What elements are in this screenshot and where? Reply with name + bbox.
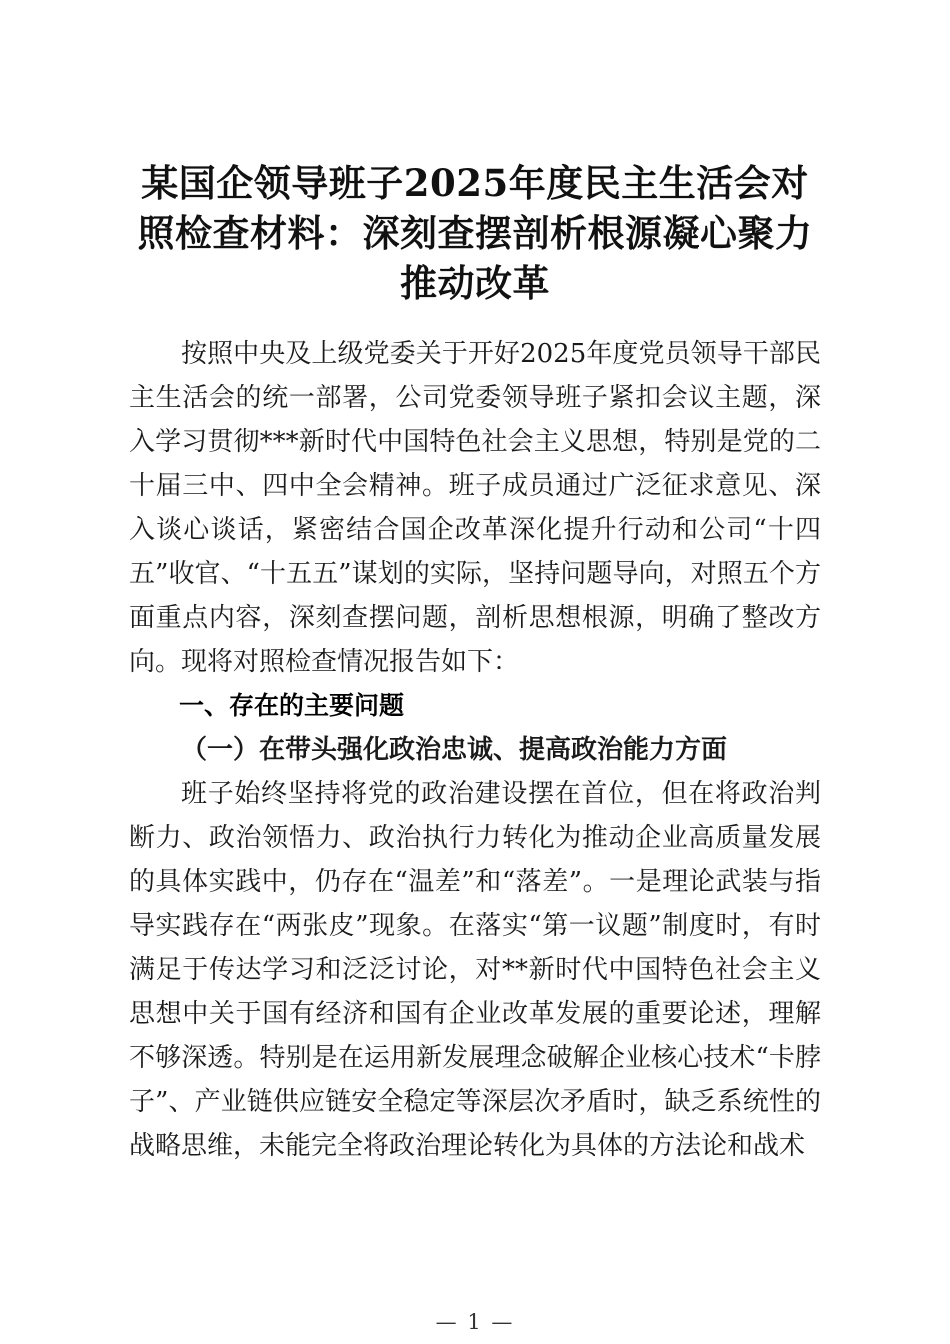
paragraph-body-one: 班子始终坚持将党的政治建设摆在首位，但在将政治判断力、政治领悟力、政治执行力转化为推动企业高质量发展的具体实践中，仍存在“温差”和“落差”。一是理论武装与指导实践存在“两张皮”现象。在落实“第一议题”制度时，有时满足于传达学习和泛泛讨论，对**新时代中国特色社会主义思想中关于国有经济和国有企业改革发展的重要论述，理解不够深透。特别是在运用新发展理念破解企业核心技术“卡脖子”、产业链供应链安全稳定等深层次矛盾时，缺乏系统性的战略思维，未能完全将政治理论转化为具体的方法论和战术	[129, 779, 821, 1161]
heading-section-one: 一、存在的主要问题	[179, 691, 405, 720]
page-number-footer: — 1 —	[435, 1310, 515, 1334]
heading-subsection-one-one: （一）在带头强化政治忠诚、提高政治能力方面	[181, 735, 728, 765]
page-title: 某国企领导班子2025年度民主生活会对照检查材料：深刻查摆剖析根源凝心聚力推动改革	[137, 161, 813, 305]
paragraph-intro: 按照中央及上级党委关于开好2025年度党员领导干部民主生活会的统一部署，公司党委领导班子紧扣会议主题，深入学习贯彻***新时代中国特色社会主义思想，特别是党的二十届三中、四中全会精神。班子成员通过广泛征求意见、深入谈心谈话，紧密结合国企改革深化提升行动和公司“十四五”收官、“十五五”谋划的实际，坚持问题导向，对照五个方面重点内容，深刻查摆问题，剖析思想根源，明确了整改方向。现将对照检查情况报告如下：	[129, 339, 821, 677]
document-content-column	[129, 0, 821, 1168]
